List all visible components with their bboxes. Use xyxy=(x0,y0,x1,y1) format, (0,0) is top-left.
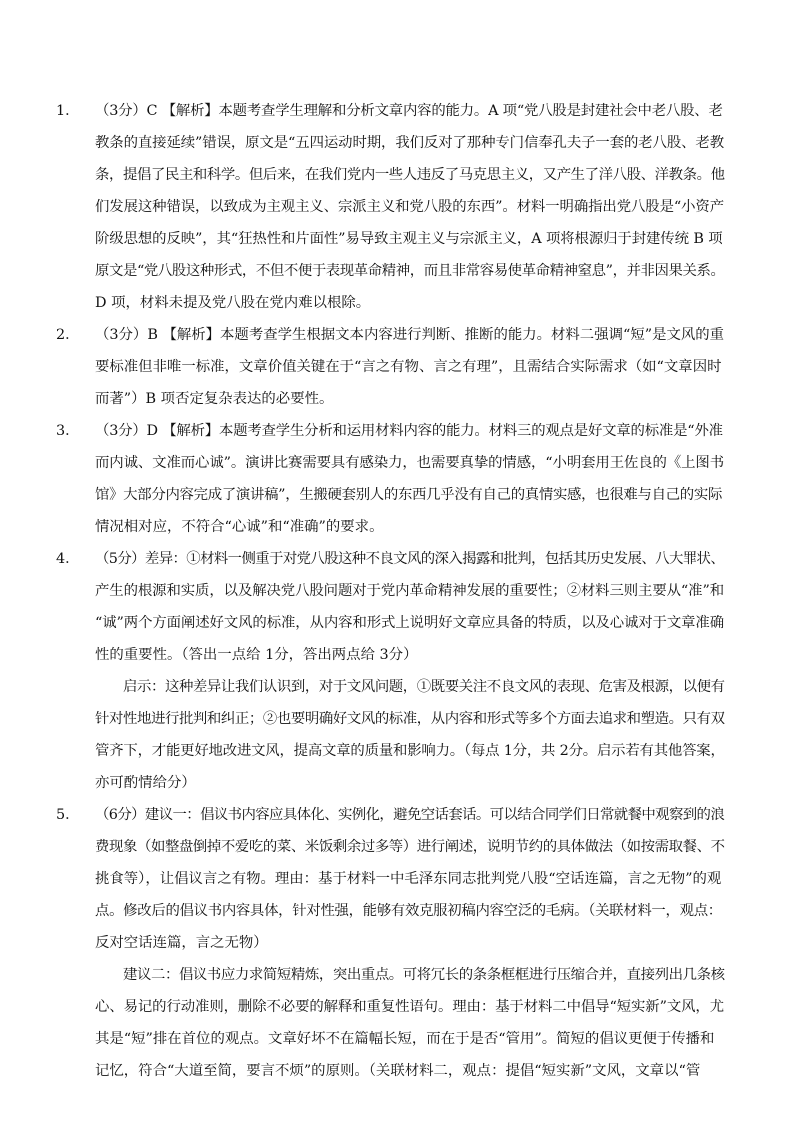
answer-5-line-4: 点。修改后的倡议书内容具体，针对性强，能够有效克服初稿内容空泛的毛病。（关联材料一，观点： xyxy=(95,903,722,919)
answer-2-number: 2． xyxy=(56,327,80,343)
answer-1-line-3: 条，提倡了民主和科学。但后来，在我们党内一些人违反了马克思主义，又产生了洋八股、洋教条。他 xyxy=(95,167,725,183)
answer-3-line-4: 情况相对应，不符合“心诚”和“准确”的要求。 xyxy=(95,519,384,535)
answer-1-line-7: D 项，材料未提及党八股在党内难以根除。 xyxy=(95,295,371,311)
answer-4-line-8: 亦可酌情给分） xyxy=(95,775,196,791)
answer-5-line-7: 心、易记的行动准则，删除不必要的解释和重复性语句。理由：基于材料二中倡导“短实新”文风，尤 xyxy=(95,999,725,1015)
answer-4-line-6: 针对性地进行批判和纠正；②也要明确好文风的标准，从内容和形式等多个方面去追求和塑造。只有双 xyxy=(95,711,725,727)
answer-1-line-4: 们发展这种错误，以致成为主观主义、宗派主义和党八股的东西”。材料一明确指出党八股是“小资产 xyxy=(95,199,725,215)
answer-5-line-2: 费现象（如整盘倒掉不爱吃的菜、米饭剩余过多等）进行阐述，说明节约的具体做法（如按需取餐、不 xyxy=(95,839,725,855)
answer-5-line-3: 挑食等），让倡议言之有物。理由：基于材料一中毛泽东同志批判党八股“空话连篇，言之无物”的观 xyxy=(95,871,722,887)
answer-5-line-8: 其是“短”排在首位的观点。文章好坏不在篇幅长短，而在于是否“管用”。简短的倡议更便于传播和 xyxy=(95,1031,715,1047)
answer-4-number: 4． xyxy=(56,551,80,567)
answer-4-line-7: 管齐下，才能更好地改进文风，提高文章的质量和影响力。（每点 1分，共 2分。启示若有其他答案， xyxy=(95,743,725,759)
answer-2-line-3: 而著”）B 项否定复杂表达的必要性。 xyxy=(95,391,334,407)
answer-5-line-5: 反对空话连篇，言之无物） xyxy=(95,935,268,951)
answer-4-line-1: （5分）差异：①材料一侧重于对党八股这种不良文风的深入揭露和批判，包括其历史发展、八大罪状、 xyxy=(95,551,725,567)
answer-4-line-3: “诚”两个方面阐述好文风的标准，从内容和形式上说明好文章应具备的特质，以及心诚对于文章准确 xyxy=(95,615,725,631)
answer-1-number: 1． xyxy=(56,103,80,119)
answer-3-number: 3． xyxy=(56,423,80,439)
answer-4-line-2: 产生的根源和实质，以及解决党八股问题对于党内革命精神发展的重要性；②材料三则主要从“准”和 xyxy=(95,583,725,599)
answer-5-line-1: （6分）建议一：倡议书内容应具体化、实例化，避免空话套话。可以结合同学们日常就餐中观察到的浪 xyxy=(95,807,725,823)
answer-5-number: 5． xyxy=(56,807,80,823)
answer-3-line-1: （3分）D 【解析】本题考查学生分析和运用材料内容的能力。材料三的观点是好文章的标准是“外准 xyxy=(95,423,723,439)
answer-3-line-3: 馆》大部分内容完成了演讲稿”，生搬硬套别人的东西几乎没有自己的真情实感，也很难与自己的实际 xyxy=(95,487,723,503)
answer-4-line-5: 启示：这种差异让我们认识到，对于文风问题，①既要关注不良文风的表现、危害及根源，以便有 xyxy=(95,679,725,695)
answer-4-line-4: 性的重要性。（答出一点给 1分，答出两点给 3分） xyxy=(95,647,418,663)
answer-5-line-9: 记忆，符合“大道至简，要言不烦”的原则。（关联材料二，观点：提倡“短实新”文风，文章以“管 xyxy=(95,1063,701,1079)
answer-5-line-6: 建议二：倡议书应力求简短精炼，突出重点。可将冗长的条条框框进行压缩合并，直接列出几条核 xyxy=(95,967,725,983)
answer-1-line-1: （3分）C 【解析】本题考查学生理解和分析文章内容的能力。A 项“党八股是封建社会中老八股、老 xyxy=(95,103,723,119)
answer-3-line-2: 而内诚、文准而心诚”。演讲比赛需要具有感染力，也需要真挚的情感，“小明套用王佐良的《上图书 xyxy=(95,455,725,471)
answer-1-line-6: 原文是“党八股这种形式，不但不便于表现革命精神，而且非常容易使革命精神窒息”，并非因果关系。 xyxy=(95,263,725,279)
answer-2-line-2: 要标准但非唯一标准，文章价值关键在于“言之有物、言之有理”，且需结合实际需求（如“文章因时 xyxy=(95,359,722,375)
answer-2-line-1: （3分）B 【解析】本题考查学生根据文本内容进行判断、推断的能力。材料二强调“短”是文风的重 xyxy=(95,327,725,343)
answer-1-line-5: 阶级思想的反映”，其“狂热性和片面性”易导致主观主义与宗派主义，A 项将根源归于封建传统 B 项 xyxy=(95,231,723,247)
answer-1-line-2: 教条的直接延续”错误，原文是“五四运动时期，我们反对了那种专门信奉孔夫子一套的老八股、老教 xyxy=(95,135,725,151)
